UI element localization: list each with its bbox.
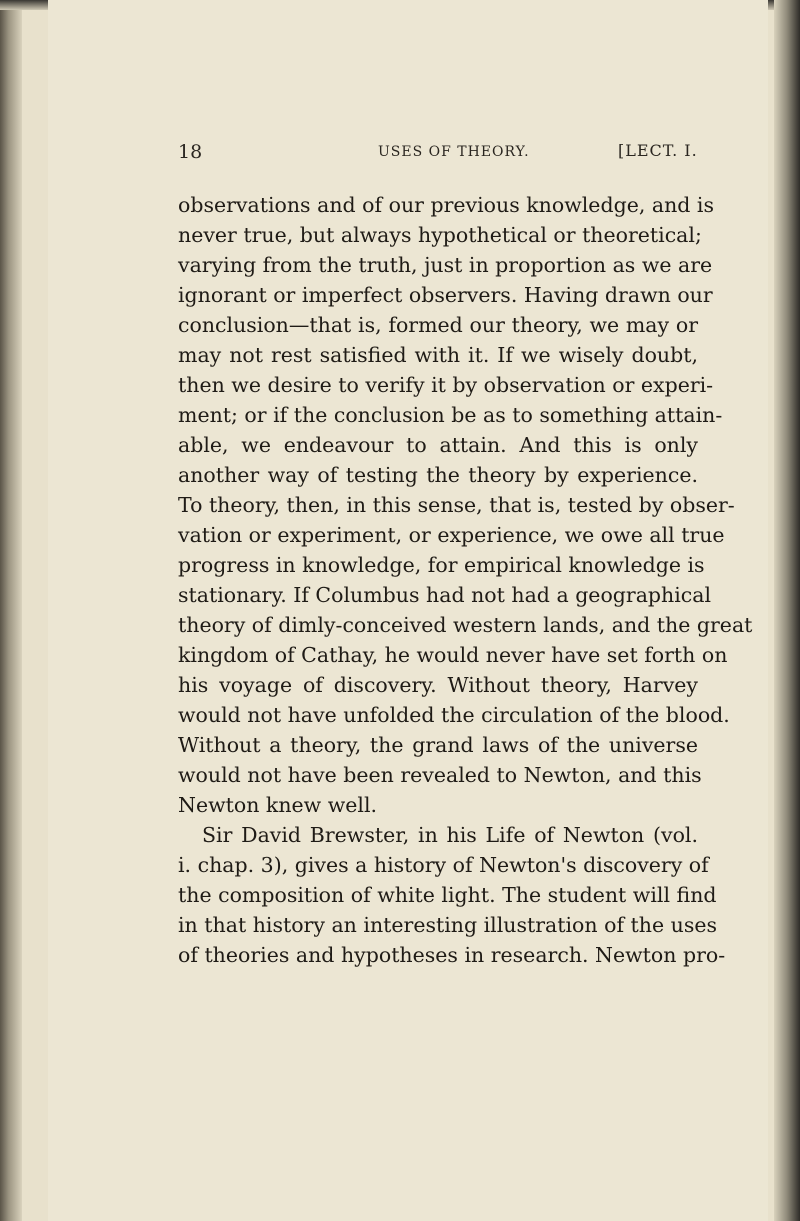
text-line: To theory, then, in this sense, that is, tested by obser-	[178, 493, 735, 517]
text-line: Newton knew well.	[178, 793, 378, 817]
text-line: may not rest satisfied with it. If we wisely doubt,	[178, 343, 698, 367]
text-line: kingdom of Cathay, he would never have set forth on	[178, 643, 728, 667]
text-line: vation or experiment, or experience, we owe all true	[178, 523, 725, 547]
book-gutter-shadow	[0, 0, 22, 1221]
text-line: would not have been revealed to Newton, and this	[178, 763, 702, 787]
text-line: his voyage of discovery. Without theory, Harvey	[178, 673, 698, 697]
text-line: Sir David Brewster, in his Life of Newton (vol.	[202, 823, 698, 847]
text-line: would not have unfolded the circulation of the blood.	[178, 703, 730, 727]
text-line: theory of dimly-conceived western lands, and the great	[178, 613, 753, 637]
text-line: in that history an interesting illustration of the uses	[178, 913, 718, 937]
text-line: varying from the truth, just in proportion as we are	[178, 253, 713, 277]
text-line: able, we endeavour to attain. And this is only	[178, 433, 698, 457]
text-line: progress in knowledge, for empirical knowledge is	[178, 553, 705, 577]
text-line: another way of testing the theory by experience.	[178, 463, 698, 487]
text-line: i. chap. 3), gives a history of Newton's discovery of	[178, 853, 709, 877]
body-text	[178, 190, 753, 970]
text-line: the composition of white light. The student will find	[178, 883, 717, 907]
text-line: ignorant or imperfect observers. Having drawn our	[178, 283, 713, 307]
text-line: observations and of our previous knowledge, and is	[178, 193, 714, 217]
text-line: stationary. If Columbus had not had a geographical	[178, 583, 712, 607]
text-line: never true, but always hypothetical or theoretical;	[178, 223, 702, 247]
text-line: conclusion—that is, formed our theory, we may or	[178, 313, 698, 337]
lecture-reference: [LECT. I.	[618, 141, 698, 160]
text-line: of theories and hypotheses in research. Newton pro-	[178, 943, 726, 967]
text-line: ment; or if the conclusion be as to something attain-	[178, 403, 723, 427]
text-line: Without a theory, the grand laws of the universe	[178, 733, 698, 757]
running-header	[178, 141, 698, 171]
page-edge-shadow	[774, 0, 800, 1221]
running-title: USES OF THEORY.	[378, 144, 530, 160]
page-number: 18	[178, 141, 203, 163]
text-line: then we desire to verify it by observation or experi-	[178, 373, 714, 397]
